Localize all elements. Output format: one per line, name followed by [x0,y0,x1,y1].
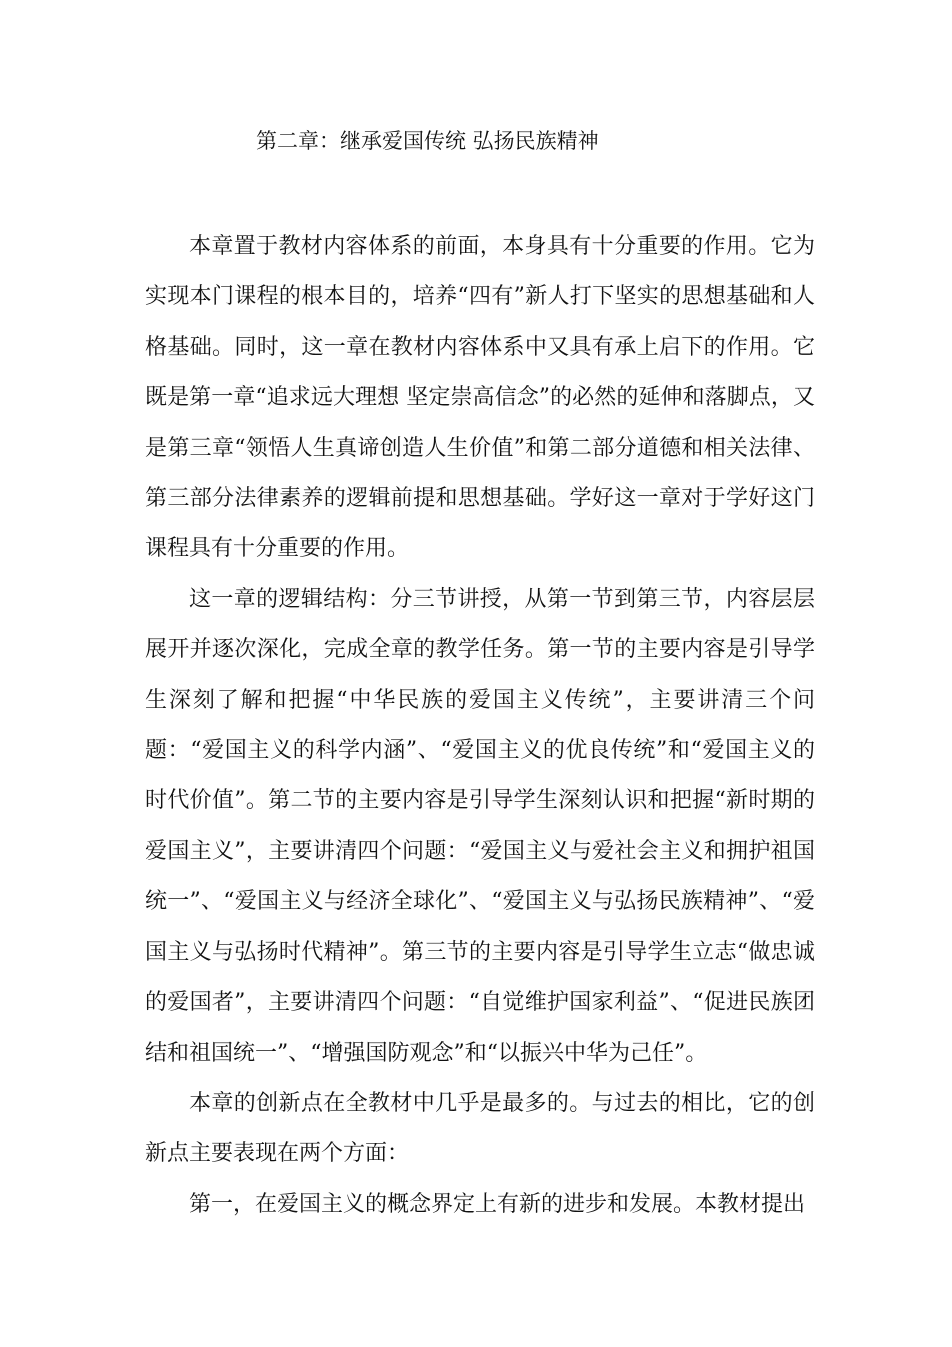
body-text [145,222,815,1230]
paragraph-intro: 本章置于教材内容体系的前面，本身具有十分重要的作用。它为实现本门课程的根本目的，培养“四有”新人打下坚实的思想基础和人格基础。同时，这一章在教材内容体系中又具有承上启下的作用。它既是第一章“追求远大理想 坚定崇高信念”的必然的延伸和落脚点，又是第三章“领悟人生真谛创造人生价值”和第二部分道德和相关法律、第三部分法律素养的逻辑前提和思想基础。学好这一章对于学好这门课程具有十分重要的作用。 [145,234,815,562]
paragraph-first-point: 第一，在爱国主义的概念界定上有新的进步和发展。本教材提出 [189,1191,806,1217]
paragraph-innovation: 本章的创新点在全教材中几乎是最多的。与过去的相比，它的创新点主要表现在两个方面： [145,1090,815,1167]
paragraph-structure: 这一章的逻辑结构：分三节讲授，从第一节到第三节，内容层层展开并逐次深化，完成全章的教学任务。第一节的主要内容是引导学生深刻了解和把握“中华民族的爱国主义传统”，主要讲清三个问题：“爱国主义的科学内涵”、“爱国主义的优良传统”和“爱国主义的时代价值”。第二节的主要内容是引导学生深刻认识和把握“新时期的爱国主义”，主要讲清四个问题：“爱国主义与爱社会主义和拥护祖国统一”、“爱国主义与经济全球化”、“爱国主义与弘扬民族精神”、“爱国主义与弘扬时代精神”。第三节的主要内容是引导学生立志“做忠诚的爱国者”，主要讲清四个问题：“自觉维护国家利益”、“促进民族团结和祖国统一”、“增强国防观念”和“以振兴中华为己任”。 [145,586,815,1066]
chapter-title: 第二章：继承爱国传统 弘扬民族精神 [256,129,599,153]
